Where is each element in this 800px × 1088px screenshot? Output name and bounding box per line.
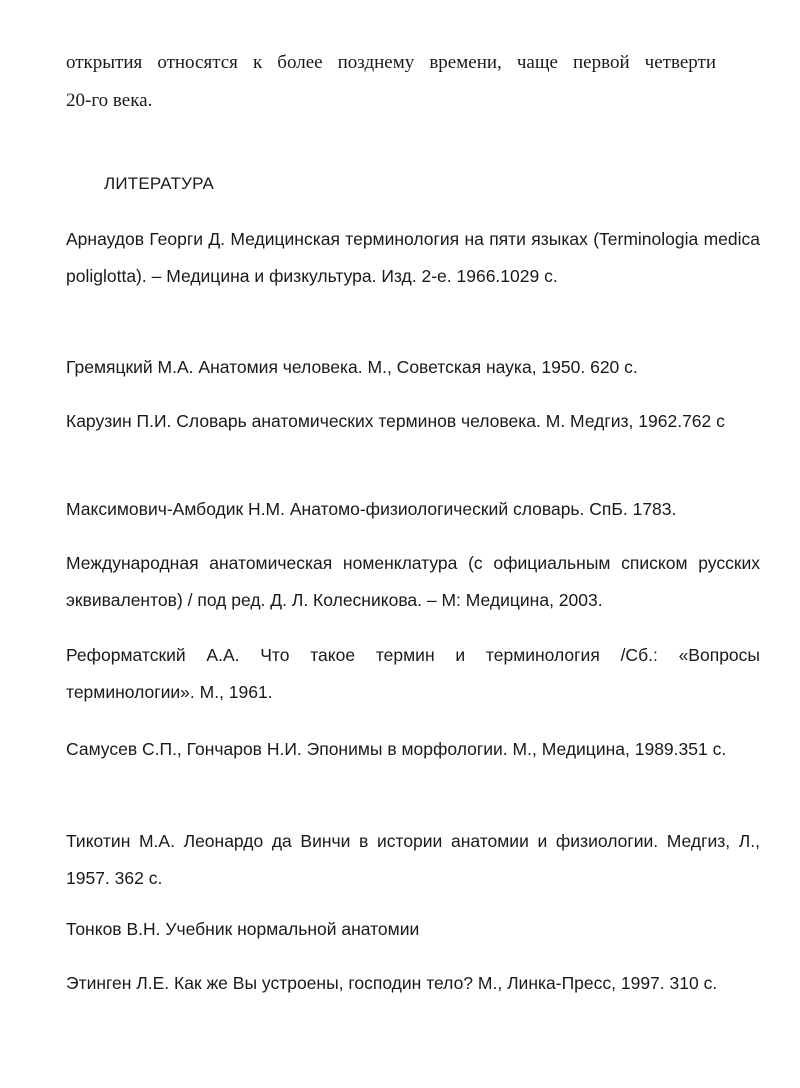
reference-item: Карузин П.И. Словарь анатомических терминов человека. М. Медгиз, 1962.762 с: [66, 411, 725, 431]
reference-item: Максимович-Амбодик Н.М. Анатомо-физиологический словарь. СпБ. 1783.: [66, 499, 677, 519]
intro-paragraph: [66, 44, 756, 120]
reference-item: Тонков В.Н. Учебник нормальной анатомии: [66, 919, 420, 939]
reference-item: Реформатский А.А. Что такое термин и терминология /Сб.: «Вопросы терминологии». М., 1961.: [66, 645, 760, 702]
reference-item: Самусев С.П., Гончаров Н.И. Эпонимы в морфологии. М., Медицина, 1989.351 с.: [66, 739, 727, 759]
references-heading: ЛИТЕРАТУРА: [104, 174, 215, 193]
reference-item: Арнаудов Георги Д. Медицинская терминология на пяти языках (Terminologia medica poliglotta). – Медицина и физкультура. Изд. 2-е. 1966.1029 с.: [66, 229, 760, 286]
reference-item: Этинген Л.Е. Как же Вы устроены, господин тело? М., Линка-Пресс, 1997. 310 с.: [66, 973, 718, 993]
reference-item: Тикотин М.А. Леонардо да Винчи в истории анатомии и физиологии. Медгиз, Л., 1957. 362 с.: [66, 831, 760, 888]
reference-item: Гремяцкий М.А. Анатомия человека. М., Советская наука, 1950. 620 с.: [66, 357, 638, 377]
intro-line-1: открытия относятся к более позднему времени, чаще первой четверти: [66, 52, 716, 73]
intro-line-2: 20-го века.: [66, 90, 153, 111]
reference-item: Международная анатомическая номенклатура (с официальным списком русских эквивалентов) / под ред. Д. Л. Колесникова. – М: Медицина, 2003.: [66, 553, 760, 610]
